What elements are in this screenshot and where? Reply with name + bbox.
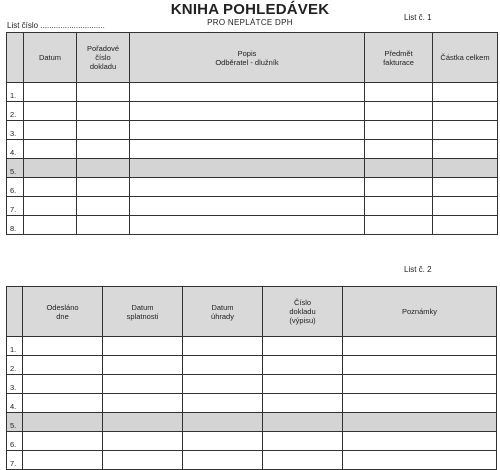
row-number: 3. — [7, 121, 24, 140]
table-cell — [130, 83, 365, 102]
table-cell — [77, 197, 130, 216]
page-title: KNIHA POHLEDÁVEK — [170, 1, 330, 18]
table-cell — [77, 102, 130, 121]
row-number: 2. — [7, 102, 24, 121]
row-number: 1. — [7, 83, 24, 102]
table-cell — [77, 121, 130, 140]
table-cell — [77, 83, 130, 102]
row-number: 7. — [7, 197, 24, 216]
table-cell — [263, 394, 343, 413]
table-cell — [365, 216, 433, 235]
table-cell — [130, 140, 365, 159]
table-cell — [24, 83, 77, 102]
row-number: 5. — [7, 413, 23, 432]
row-number: 4. — [7, 140, 24, 159]
table-cell — [77, 178, 130, 197]
table-cell — [263, 413, 343, 432]
table-cell — [263, 451, 343, 470]
table-row — [7, 394, 497, 413]
table-row — [7, 140, 498, 159]
table-cell — [77, 216, 130, 235]
table-cell — [183, 375, 263, 394]
row-number-header — [7, 287, 23, 337]
table-cell — [77, 159, 130, 178]
row-number: 1. — [7, 337, 23, 356]
table-cell — [263, 432, 343, 451]
table-cell — [23, 451, 103, 470]
row-number: 3. — [7, 375, 23, 394]
table-cell — [433, 197, 498, 216]
receivables-table-1 — [6, 32, 498, 235]
table-cell — [103, 356, 183, 375]
table-cell — [23, 413, 103, 432]
row-number: 8. — [7, 216, 24, 235]
table-cell — [183, 356, 263, 375]
table-cell — [183, 451, 263, 470]
row-number: 4. — [7, 394, 23, 413]
table-cell — [263, 356, 343, 375]
table-cell — [365, 102, 433, 121]
table-cell — [23, 394, 103, 413]
table-cell — [24, 159, 77, 178]
table-cell — [263, 375, 343, 394]
row-number: 2. — [7, 356, 23, 375]
table-row — [7, 197, 498, 216]
table-row — [7, 159, 498, 178]
table-cell — [24, 178, 77, 197]
table-row — [7, 216, 498, 235]
table-cell — [433, 121, 498, 140]
table-cell — [103, 375, 183, 394]
table-row — [7, 121, 498, 140]
column-header-poznamky: Poznámky — [343, 287, 497, 337]
receivables-table-2 — [6, 286, 497, 470]
list-number-label: List číslo ............................. — [7, 21, 105, 30]
table-cell — [23, 356, 103, 375]
table-cell — [343, 337, 497, 356]
table-cell — [183, 413, 263, 432]
table-cell — [130, 178, 365, 197]
table-cell — [130, 197, 365, 216]
receivables-table-2-container — [6, 286, 497, 466]
column-header-datum-uhrady: Datum úhrady — [183, 287, 263, 337]
row-number: 6. — [7, 178, 24, 197]
table-row — [7, 178, 498, 197]
table-row — [7, 102, 498, 121]
column-header-cislo-dokladu: Číslo dokladu (výpisu) — [263, 287, 343, 337]
table-cell — [23, 375, 103, 394]
row-number: 7. — [7, 451, 23, 470]
row-number: 6. — [7, 432, 23, 451]
column-header-predmet: Předmět fakturace — [365, 33, 433, 83]
table-row — [7, 432, 497, 451]
table-row — [7, 337, 497, 356]
table-cell — [433, 216, 498, 235]
column-header-odeslano: Odesláno dne — [23, 287, 103, 337]
table-cell — [24, 140, 77, 159]
table-cell — [365, 140, 433, 159]
table-cell — [77, 140, 130, 159]
table-row — [7, 451, 497, 470]
table-row — [7, 356, 497, 375]
table-cell — [183, 432, 263, 451]
table-cell — [365, 197, 433, 216]
table-cell — [365, 159, 433, 178]
column-header-datum: Datum — [24, 33, 77, 83]
table-cell — [24, 197, 77, 216]
table-cell — [263, 337, 343, 356]
table-cell — [433, 140, 498, 159]
table-cell — [24, 121, 77, 140]
table-cell — [433, 159, 498, 178]
table-cell — [343, 432, 497, 451]
column-header-poradove-cislo: Pořadové číslo dokladu — [77, 33, 130, 83]
table-cell — [23, 432, 103, 451]
column-header-castka: Částka celkem — [433, 33, 498, 83]
table-cell — [183, 337, 263, 356]
sheet-2-label: List č. 2 — [404, 265, 432, 274]
sheet-1-label: List č. 1 — [404, 13, 432, 22]
table-cell — [183, 394, 263, 413]
table-cell — [343, 451, 497, 470]
table-cell — [343, 356, 497, 375]
row-number-header — [7, 33, 24, 83]
table-cell — [433, 83, 498, 102]
table-row — [7, 413, 497, 432]
table-cell — [130, 216, 365, 235]
receivables-table-1-container — [6, 32, 498, 233]
table-cell — [130, 121, 365, 140]
table-cell — [343, 394, 497, 413]
table-cell — [433, 102, 498, 121]
table-cell — [103, 394, 183, 413]
table-cell — [23, 337, 103, 356]
column-header-datum-splatnosti: Datum splatnosti — [103, 287, 183, 337]
table-cell — [365, 178, 433, 197]
table-row — [7, 83, 498, 102]
table-cell — [130, 159, 365, 178]
row-number: 5. — [7, 159, 24, 178]
page-subtitle: PRO NEPLÁTCE DPH — [207, 18, 293, 27]
table-cell — [343, 375, 497, 394]
table-cell — [103, 337, 183, 356]
table-cell — [365, 83, 433, 102]
table-cell — [343, 413, 497, 432]
table-cell — [365, 121, 433, 140]
table-cell — [103, 451, 183, 470]
table-row — [7, 375, 497, 394]
column-header-popis: Popis Odběratel - dlužník — [130, 33, 365, 83]
table-cell — [130, 102, 365, 121]
table-cell — [24, 102, 77, 121]
table-cell — [24, 216, 77, 235]
table-cell — [433, 178, 498, 197]
table-cell — [103, 413, 183, 432]
table-cell — [103, 432, 183, 451]
